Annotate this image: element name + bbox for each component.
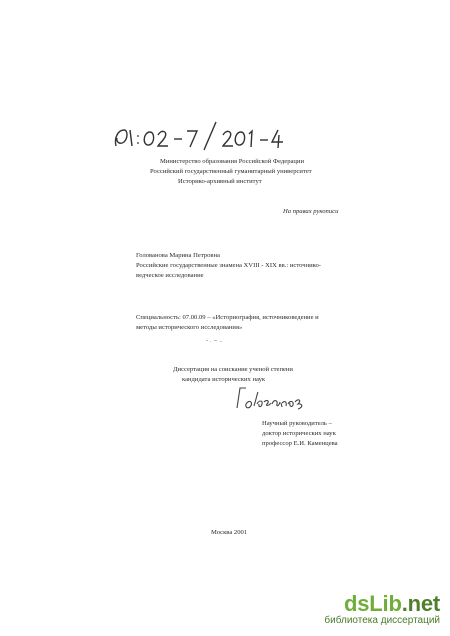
institute-line: Историко-архивный институт: [178, 178, 262, 185]
author-name: Голованова Марина Петровна: [136, 252, 220, 259]
author-signature: [232, 382, 314, 412]
university-line: Российский государственный гуманитарный университет: [150, 168, 312, 175]
rights-note: На правах рукописи: [283, 208, 339, 215]
advisor-line1: Научный руководитель –: [262, 420, 332, 427]
thesis-title-line2: ведческое исследование: [136, 272, 204, 279]
advisor-line2: доктор исторических наук: [262, 430, 336, 437]
specialty-line1: Специальность: 07.00.09 – «Историография, источниковедение и: [136, 314, 319, 321]
dslib-watermark[interactable]: [310, 592, 440, 626]
thesis-title-line1: Российские государственные знамена XVIII - XIX вв.: источнико-: [136, 262, 321, 269]
handwritten-archive-code: [112, 118, 287, 152]
degree-line1: Диссертация на соискание ученой степени: [173, 366, 293, 373]
dslib-logo: dsLib.net: [344, 591, 440, 616]
specialty-line2: методы исторического исследования»: [136, 324, 243, 331]
ministry-line: Министерство образования Российской Федерации: [160, 158, 305, 165]
dslib-subtitle: библиотека диссертаций: [324, 615, 440, 626]
city-year: Москва 2001: [211, 529, 248, 536]
degree-line2: кандидата исторических наук: [182, 376, 266, 383]
scan-smudge: [206, 339, 224, 343]
advisor-line3: профессор Е.И. Каменцева: [262, 440, 338, 447]
